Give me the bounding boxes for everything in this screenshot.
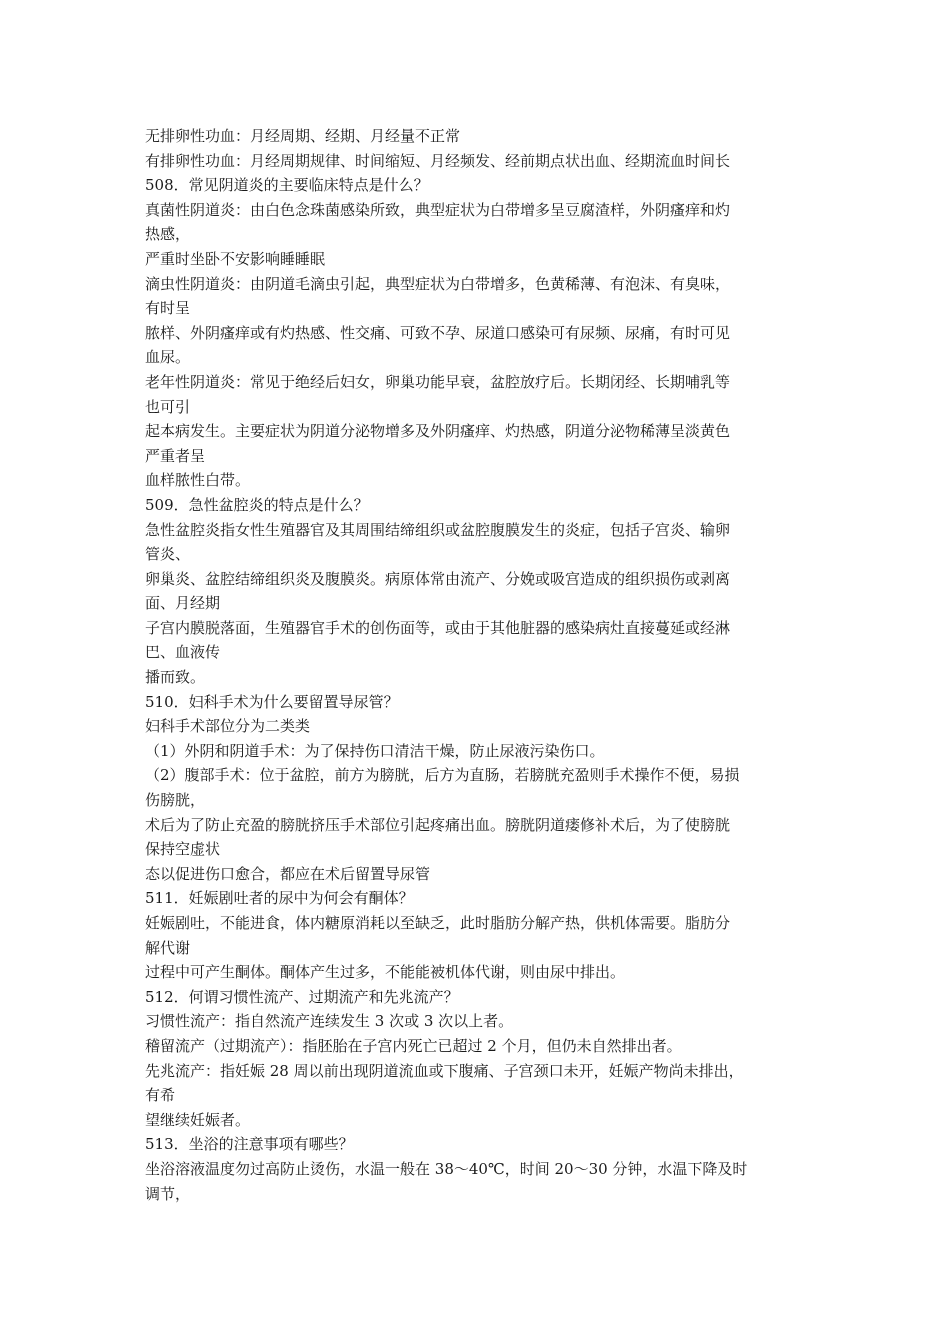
text-line: 脓样、外阴瘙痒或有灼热感、性交痛、可致不孕、尿道口感染可有尿频、尿痛，有时可见 — [145, 323, 731, 342]
text-line: 子宫内膜脱落面，生殖器官手术的创伤面等，或由于其他脏器的感染病灶直接蔓延或经淋 — [145, 618, 731, 637]
text-line: 望继续妊娠者。 — [145, 1110, 251, 1129]
text-line: 过程中可产生酮体。酮体产生过多，不能能被机体代谢，则由尿中排出。 — [145, 963, 626, 982]
question-heading: 513．坐浴的注意事项有哪些？ — [145, 1135, 354, 1154]
text-line: 面、月经期 — [145, 594, 221, 613]
text-line: 态以促进伤口愈合，都应在术后留置导尿管 — [145, 864, 431, 883]
text-line: 播而致。 — [145, 668, 206, 687]
text-line: 热感， — [145, 225, 191, 244]
text-line: 老年性阴道炎：常见于绝经后妇女，卵巢功能早衰，盆腔放疗后。长期闭经、长期哺乳等 — [145, 372, 731, 391]
text-line: （2）腹部手术：位于盆腔，前方为膀胱，后方为直肠，若膀胱充盈则手术操作不便，易损 — [145, 766, 740, 785]
text-line: 保持空虚状 — [145, 840, 221, 859]
text-line: 卵巢炎、盆腔结缔组织炎及腹膜炎。病原体常由流产、分娩或吸宫造成的组织损伤或剥离 — [145, 569, 731, 588]
question-heading: 510．妇科手术为什么要留置导尿管？ — [145, 692, 399, 711]
document-body — [145, 124, 813, 1206]
text-line: 先兆流产：指妊娠 28 周以前出现阴道流血或下腹痛、子宫颈口未开，妊娠产物尚未排出， — [145, 1061, 744, 1080]
question-heading: 511．妊娠剧吐者的尿中为何会有酮体？ — [145, 889, 414, 908]
text-line: 真菌性阴道炎：由白色念珠菌感染所致，典型症状为白带增多呈豆腐渣样，外阴瘙痒和灼 — [145, 200, 731, 219]
text-line: 血样脓性白带。 — [145, 471, 251, 490]
text-line: 调节， — [145, 1184, 191, 1203]
text-line: 解代谢 — [145, 938, 191, 957]
text-line: 有排卵性功血：月经周期规律、时间缩短、月经频发、经前期点状出血、经期流血时间长 — [145, 151, 731, 170]
text-line: 有希 — [145, 1086, 176, 1105]
text-line: 严重时坐卧不安影响睡睡眠 — [145, 249, 326, 268]
question-heading: 512．何谓习惯性流产、过期流产和先兆流产？ — [145, 987, 459, 1006]
text-line: 妇科手术部位分为二类类 — [145, 717, 311, 736]
text-line: 急性盆腔炎指女性生殖器官及其周围结缔组织或盆腔腹膜发生的炎症，包括子宫炎、输卵 — [145, 520, 731, 539]
text-line: 稽留流产（过期流产）：指胚胎在子宫内死亡已超过 2 个月，但仍未自然排出者。 — [145, 1036, 682, 1055]
text-line: 有时呈 — [145, 299, 191, 318]
text-line: 坐浴溶液温度勿过高防止烫伤，水温一般在 38～40℃，时间 20～30 分钟，水温下降及时 — [145, 1159, 748, 1178]
text-line: 也可引 — [145, 397, 191, 416]
text-line: 无排卵性功血：月经周期、经期、月经量不正常 — [145, 127, 461, 145]
question-heading: 508．常见阴道炎的主要临床特点是什么？ — [145, 176, 429, 195]
text-line: 习惯性流产：指自然流产连续发生 3 次或 3 次以上者。 — [145, 1012, 514, 1031]
text-line: 滴虫性阴道炎：由阴道毛滴虫引起，典型症状为白带增多，色黄稀薄、有泡沫、有臭味， — [145, 274, 731, 293]
text-line: 巴、血液传 — [145, 643, 221, 662]
text-line: 管炎、 — [145, 545, 191, 564]
text-line: 妊娠剧吐，不能进食，体内糖原消耗以至缺乏，此时脂肪分解产热，供机体需要。脂肪分 — [145, 914, 731, 932]
text-line: （1）外阴和阴道手术：为了保持伤口清洁干燥，防止尿液污染伤口。 — [145, 741, 605, 760]
question-heading: 509．急性盆腔炎的特点是什么？ — [145, 495, 369, 514]
text-line: 伤膀胱， — [145, 791, 206, 810]
text-line: 血尿。 — [145, 348, 191, 367]
text-line: 严重者呈 — [145, 446, 206, 465]
text-line: 术后为了防止充盈的膀胱挤压手术部位引起疼痛出血。膀胱阴道瘘修补术后，为了使膀胱 — [145, 815, 731, 834]
text-line: 起本病发生。主要症状为阴道分泌物增多及外阴瘙痒、灼热感，阴道分泌物稀薄呈淡黄色 — [145, 422, 731, 441]
